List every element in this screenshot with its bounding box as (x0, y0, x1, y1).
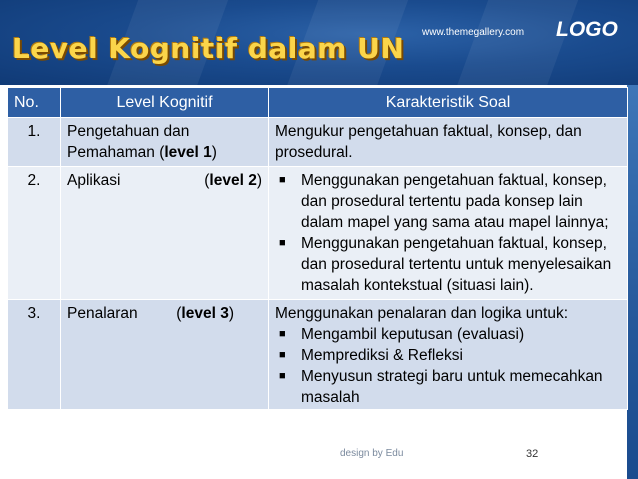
row-level (61, 300, 269, 410)
slide-header (0, 0, 638, 85)
level-tag (176, 303, 262, 324)
row-level (61, 118, 269, 167)
level-line (67, 303, 262, 324)
footer-credit: design by Edu (340, 448, 404, 459)
level-line (67, 142, 262, 163)
level-text: ( (176, 305, 182, 322)
website-url: www.themegallery.com (422, 27, 525, 38)
level-text: ) (256, 172, 262, 189)
list-item: ■ Mengambil keputusan (evaluasi) (275, 324, 621, 345)
row-number: 2. (8, 167, 61, 300)
list-item: ■ Menggunakan pengetahuan faktual, konsep, dan prosedural tertentu pada konsep lain dalam mapel yang sama atau mapel lainnya; (275, 170, 621, 233)
level-bold: level 2 (209, 172, 257, 189)
header-light-ray (445, 0, 586, 85)
cognitive-level-table (7, 87, 628, 410)
column-header-level: Level Kognitif (61, 88, 269, 118)
row-number: 3. (8, 300, 61, 410)
level-tag (204, 170, 262, 191)
list-item: ■ Menyusun strategi baru untuk memecahkan masalah (275, 366, 621, 408)
slide-title: Level Kognitif dalam UN (12, 32, 405, 65)
row-characteristic (269, 167, 628, 300)
list-item: ■ Memprediksi & Refleksi (275, 345, 621, 366)
list-item: ■ Menggunakan pengetahuan faktual, konsep, dan prosedural tertentu untuk menyelesaikan masalah kontekstual (situasi lain). (275, 233, 621, 296)
level-line (67, 170, 262, 191)
table-row (8, 300, 628, 410)
level-bold: level 1 (164, 144, 212, 161)
bullet-list (275, 324, 621, 408)
level-name: Penalaran (67, 305, 138, 322)
row-characteristic (269, 300, 628, 410)
table-header-row (8, 88, 628, 118)
table-row (8, 118, 628, 167)
level-text: ( (204, 172, 210, 189)
characteristic-intro: Menggunakan penalaran dan logika untuk: (275, 305, 569, 322)
row-level (61, 167, 269, 300)
level-bold: level 3 (181, 305, 229, 322)
level-text: Pemahaman ( (67, 144, 165, 161)
level-name: Aplikasi (67, 172, 121, 189)
table-row (8, 167, 628, 300)
logo: LOGO (556, 18, 618, 41)
column-header-characteristic: Karakteristik Soal (269, 88, 628, 118)
decorative-strip (627, 85, 638, 479)
row-characteristic: Mengukur pengetahuan faktual, konsep, dan prosedural. (269, 118, 628, 167)
column-header-no: No. (8, 88, 61, 118)
level-text: ) (211, 144, 217, 161)
row-number: 1. (8, 118, 61, 167)
level-text: ) (228, 305, 234, 322)
page-number: 32 (526, 448, 539, 460)
bullet-list (275, 170, 621, 296)
level-line: Pengetahuan dan (67, 123, 190, 140)
